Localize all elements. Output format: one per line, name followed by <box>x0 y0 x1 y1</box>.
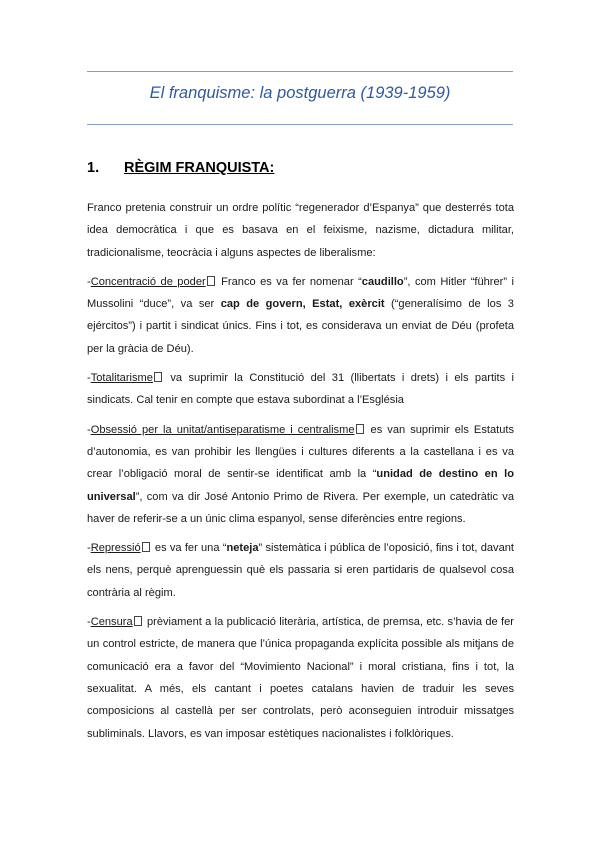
title-rule-top <box>87 71 513 72</box>
item-label: Obsessió per la unitat/antiseparatisme i centralisme <box>90 423 355 436</box>
missing-glyph-icon <box>356 424 364 434</box>
item-label: Totalitarisme <box>90 372 153 385</box>
paragraph-concentracio: -Concentració de poder Franco es va fer nomenar “caudillo”, com Hitler “führer” i Mussolini “duce”, va ser cap de govern, Estat, exèrcit (“generalísimo de los 3 ejércitos”) i partit i sindicat únics. Fins i tot, es considerava un enviat de Déu (profeta per la gràcia de Déu). <box>87 275 514 355</box>
section-title: RÈGIM FRANQUISTA: <box>124 160 275 176</box>
item-text: ” sistemàtica i pública de l’oposició, fins i tot, davant els nens, perquè aprenguessin què els passaria si eren partidaris de qualsevol cosa contrària al règim. <box>87 542 514 599</box>
paragraph-censura: -Censura prèviament a la publicació literària, artística, de premsa, etc. s’havia de fer un control estricte, de manera que l’única propaganda explícita possible als mitjans de comunicació era a favor del “Movimiento Nacional” i moral cristiana, fins i tot, la sexualitat. A més, els cantant i poetes catalans havien de traduir les seves composicions al castellà per ser controlats, però aconseguien introduir missatges subliminals. Llavors, es van imposar estètiques nacionalistes i folklòriques. <box>87 616 514 740</box>
item-text: Franco es va fer nomenar “ <box>216 275 362 288</box>
item-bold: caudillo <box>361 275 404 288</box>
item-label: Censura <box>90 616 133 629</box>
missing-glyph-icon <box>134 616 142 626</box>
item-bold: neteja <box>226 542 259 555</box>
missing-glyph-icon <box>154 372 162 382</box>
missing-glyph-icon <box>142 542 150 552</box>
item-text: ”, com Hitler “führer” i Mussolini “duce”, va ser <box>87 275 514 311</box>
intro-paragraph: Franco pretenia construir un ordre polític “regenerador d’Espanya” que desterrés tota idea democràtica i que es basava en el feixisme, nazisme, dictadura militar, tradicionalisme, teocràcia i alguns aspectes de liberalisme: <box>87 202 514 259</box>
missing-glyph-icon <box>207 276 215 286</box>
item-text: (“generalísimo de los 3 ejércitos”) i partit i sindicat únics. Fins i tot, es considerava un enviat de Déu (profeta per la gràcia de Déu). <box>87 298 514 355</box>
item-text: va suprimir la Constitució del 31 (llibertats i drets) i els partits i sindicats. Cal tenir en compte que estava subordinat a l’Església <box>87 372 514 407</box>
section-heading <box>87 160 274 176</box>
item-bold: cap de govern, Estat, exèrcit <box>220 298 385 311</box>
item-bold: unidad de destino en lo universal <box>87 468 514 503</box>
item-label: Repressió <box>90 542 141 555</box>
item-text: es van suprimir els Estatuts d’autonomia, es van prohibir les llengües i cultures diferents a la castellana i es va crear l’obligació moral de sentir-se identificat amb la “ <box>87 423 514 481</box>
section-number: 1. <box>87 160 100 176</box>
paragraph-obsessio: -Obsessió per la unitat/antiseparatisme i centralisme es van suprimir els Estatuts d’autonomia, es van prohibir les llengües i cultures diferents a la castellana i es va crear l’obligació moral de sentir-se identificat amb la “unidad de destino en lo universal”, com va dir José Antonio Primo de Rivera. Per exemple, un catedràtic va haver de referir-se a un únic clima espanyol, sense diferències entre regions. <box>87 423 514 525</box>
item-text: prèviament a la publicació literària, artística, de premsa, etc. s’havia de fer un control estricte, de manera que l’única propaganda explícita possible als mitjans de comunicació era a favor del “Movimiento Nacional” i moral cristiana, fins i tot, la sexualitat. A més, els cantant i poetes catalans havien de traduir les seves composicions al castellà per ser controlats, però aconseguien introduir missatges subliminals. Llavors, es van imposar estètiques nacionalistes i folklòriques. <box>87 616 514 740</box>
item-text: es va fer una “ <box>151 542 227 555</box>
paragraph-repressio: -Repressió es va fer una “neteja” sistemàtica i pública de l’oposició, fins i tot, davant els nens, perquè aprenguessin què els passaria si eren partidaris de qualsevol cosa contrària al règim. <box>87 542 514 599</box>
document-title: El franquisme: la postguerra (1939-1959) <box>149 84 451 102</box>
title-rule-bottom <box>87 124 513 125</box>
item-text: ”, com va dir José Antonio Primo de Rivera. Per exemple, un catedràtic va haver de referir-se a un únic clima espanyol, sense diferències entre regions. <box>87 490 514 525</box>
paragraph-totalitarisme: -Totalitarisme va suprimir la Constitució del 31 (llibertats i drets) i els partits i sindicats. Cal tenir en compte que estava subordinat a l’Església <box>87 372 514 407</box>
document-body <box>87 197 514 752</box>
item-label: Concentració de poder <box>90 275 206 288</box>
